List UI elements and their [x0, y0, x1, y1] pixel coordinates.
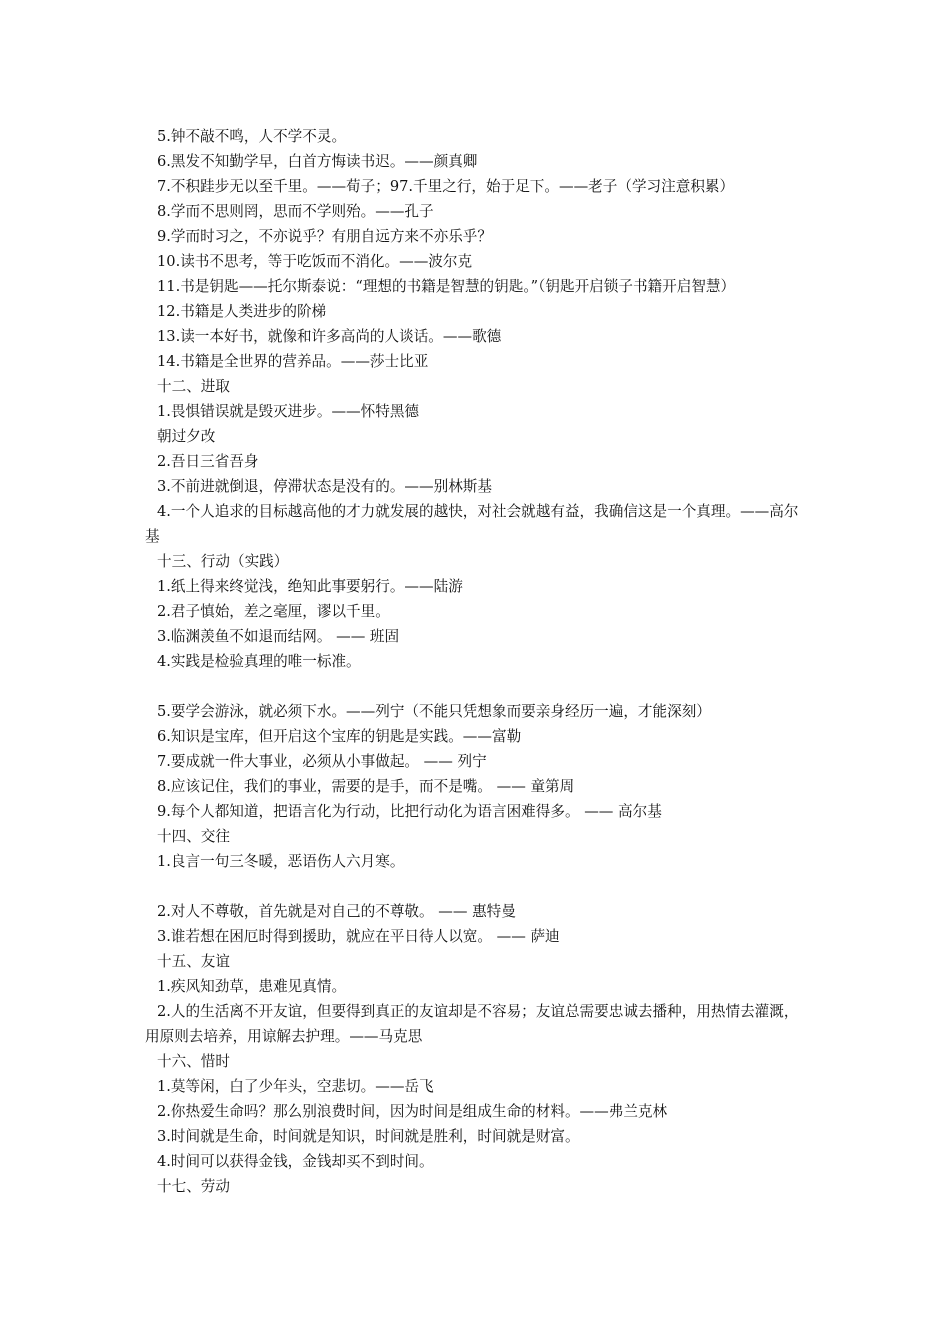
text-line: 7.要成就一件大事业，必须从小事做起。 —— 列宁	[157, 753, 487, 770]
text-line: 8.应该记住，我们的事业，需要的是手，而不是嘴。 —— 童第周	[157, 778, 575, 795]
text-line: 4.实践是检验真理的唯一标准。	[157, 653, 361, 670]
text-line: 十四、交往	[157, 828, 230, 845]
text-paragraph: 11.书是钥匙——托尔斯泰说：“理想的书籍是智慧的钥匙。”（钥匙开启锁子书籍开启智慧）	[157, 278, 736, 295]
text-line: 10.读书不思考，等于吃饭而不消化。——波尔克	[157, 253, 473, 270]
text-line: 3.临渊羡鱼不如退而结网。 —— 班固	[157, 628, 400, 645]
text-line: 9.学而时习之，不亦说乎？有朋自远方来不亦乐乎？	[157, 228, 492, 245]
text-line: 2.吾日三省吾身	[157, 453, 259, 470]
blank-line	[145, 874, 813, 899]
text-line: 朝过夕改	[157, 428, 216, 445]
text-line: 5.钟不敲不鸣，人不学不灵。	[157, 128, 347, 145]
text-line: 9.每个人都知道，把语言化为行动，比把行动化为语言困难得多。 —— 高尔基	[157, 803, 662, 820]
text-line: 1.疾风知劲草，患难见真情。	[157, 978, 347, 995]
text-line: 2.对人不尊敬，首先就是对自己的不尊敬。 —— 惠特曼	[157, 903, 516, 920]
text-line: 7.不积跬步无以至千里。——荀子；97.千里之行，始于足下。——老子（学习注意积累）	[157, 178, 735, 195]
text-line: 6.黑发不知勤学早，白首方悔读书迟。——颜真卿	[157, 153, 478, 170]
text-line: 1.莫等闲，白了少年头，空悲切。——岳飞	[157, 1078, 434, 1095]
text-paragraph: 2.人的生活离不开友谊，但要得到真正的友谊却是不容易；友谊总需要忠诚去播种，用热情去灌溉，用原则去培养，用谅解去护理。——马克思	[145, 1003, 799, 1045]
text-line: 十五、友谊	[157, 953, 230, 970]
text-line: 12.书籍是人类进步的阶梯	[157, 303, 327, 320]
text-line: 1.畏惧错误就是毁灭进步。——怀特黑德	[157, 403, 420, 420]
text-line: 13.读一本好书，就像和许多高尚的人谈话。——歌德	[157, 328, 502, 345]
blank-line	[145, 674, 813, 699]
text-line: 十二、进取	[157, 378, 230, 395]
text-line: 十七、劳动	[157, 1178, 230, 1195]
text-line: 8.学而不思则罔，思而不学则殆。——孔子	[157, 203, 434, 220]
text-line: 5.要学会游泳，就必须下水。——列宁（不能只凭想象而要亲身经历一遍，才能深刻）	[157, 703, 711, 720]
text-line: 3.谁若想在困厄时得到援助，就应在平日待人以宽。 —— 萨迪	[157, 928, 560, 945]
text-line: 2.君子慎始，差之毫厘，谬以千里。	[157, 603, 390, 620]
text-line: 十三、行动（实践）	[157, 553, 289, 570]
text-paragraph: 4.一个人追求的目标越高他的才力就发展的越快，对社会就越有益，我确信这是一个真理。——高尔基	[145, 503, 799, 545]
text-line: 4.时间可以获得金钱，金钱却买不到时间。	[157, 1153, 434, 1170]
text-line: 1.良言一句三冬暖，恶语伤人六月寒。	[157, 853, 405, 870]
document-page	[145, 124, 813, 1199]
text-line: 3.不前进就倒退，停滞状态是没有的。——别林斯基	[157, 478, 492, 495]
text-line: 6.知识是宝库，但开启这个宝库的钥匙是实践。——富勒	[157, 728, 522, 745]
text-line: 3.时间就是生命，时间就是知识，时间就是胜利，时间就是财富。	[157, 1128, 580, 1145]
text-line: 2.你热爱生命吗？那么别浪费时间，因为时间是组成生命的材料。——弗兰克林	[157, 1103, 668, 1120]
text-line: 十六、惜时	[157, 1053, 230, 1070]
text-line: 1.纸上得来终觉浅，绝知此事要躬行。——陆游	[157, 578, 463, 595]
text-line: 14.书籍是全世界的营养品。——莎士比亚	[157, 353, 429, 370]
